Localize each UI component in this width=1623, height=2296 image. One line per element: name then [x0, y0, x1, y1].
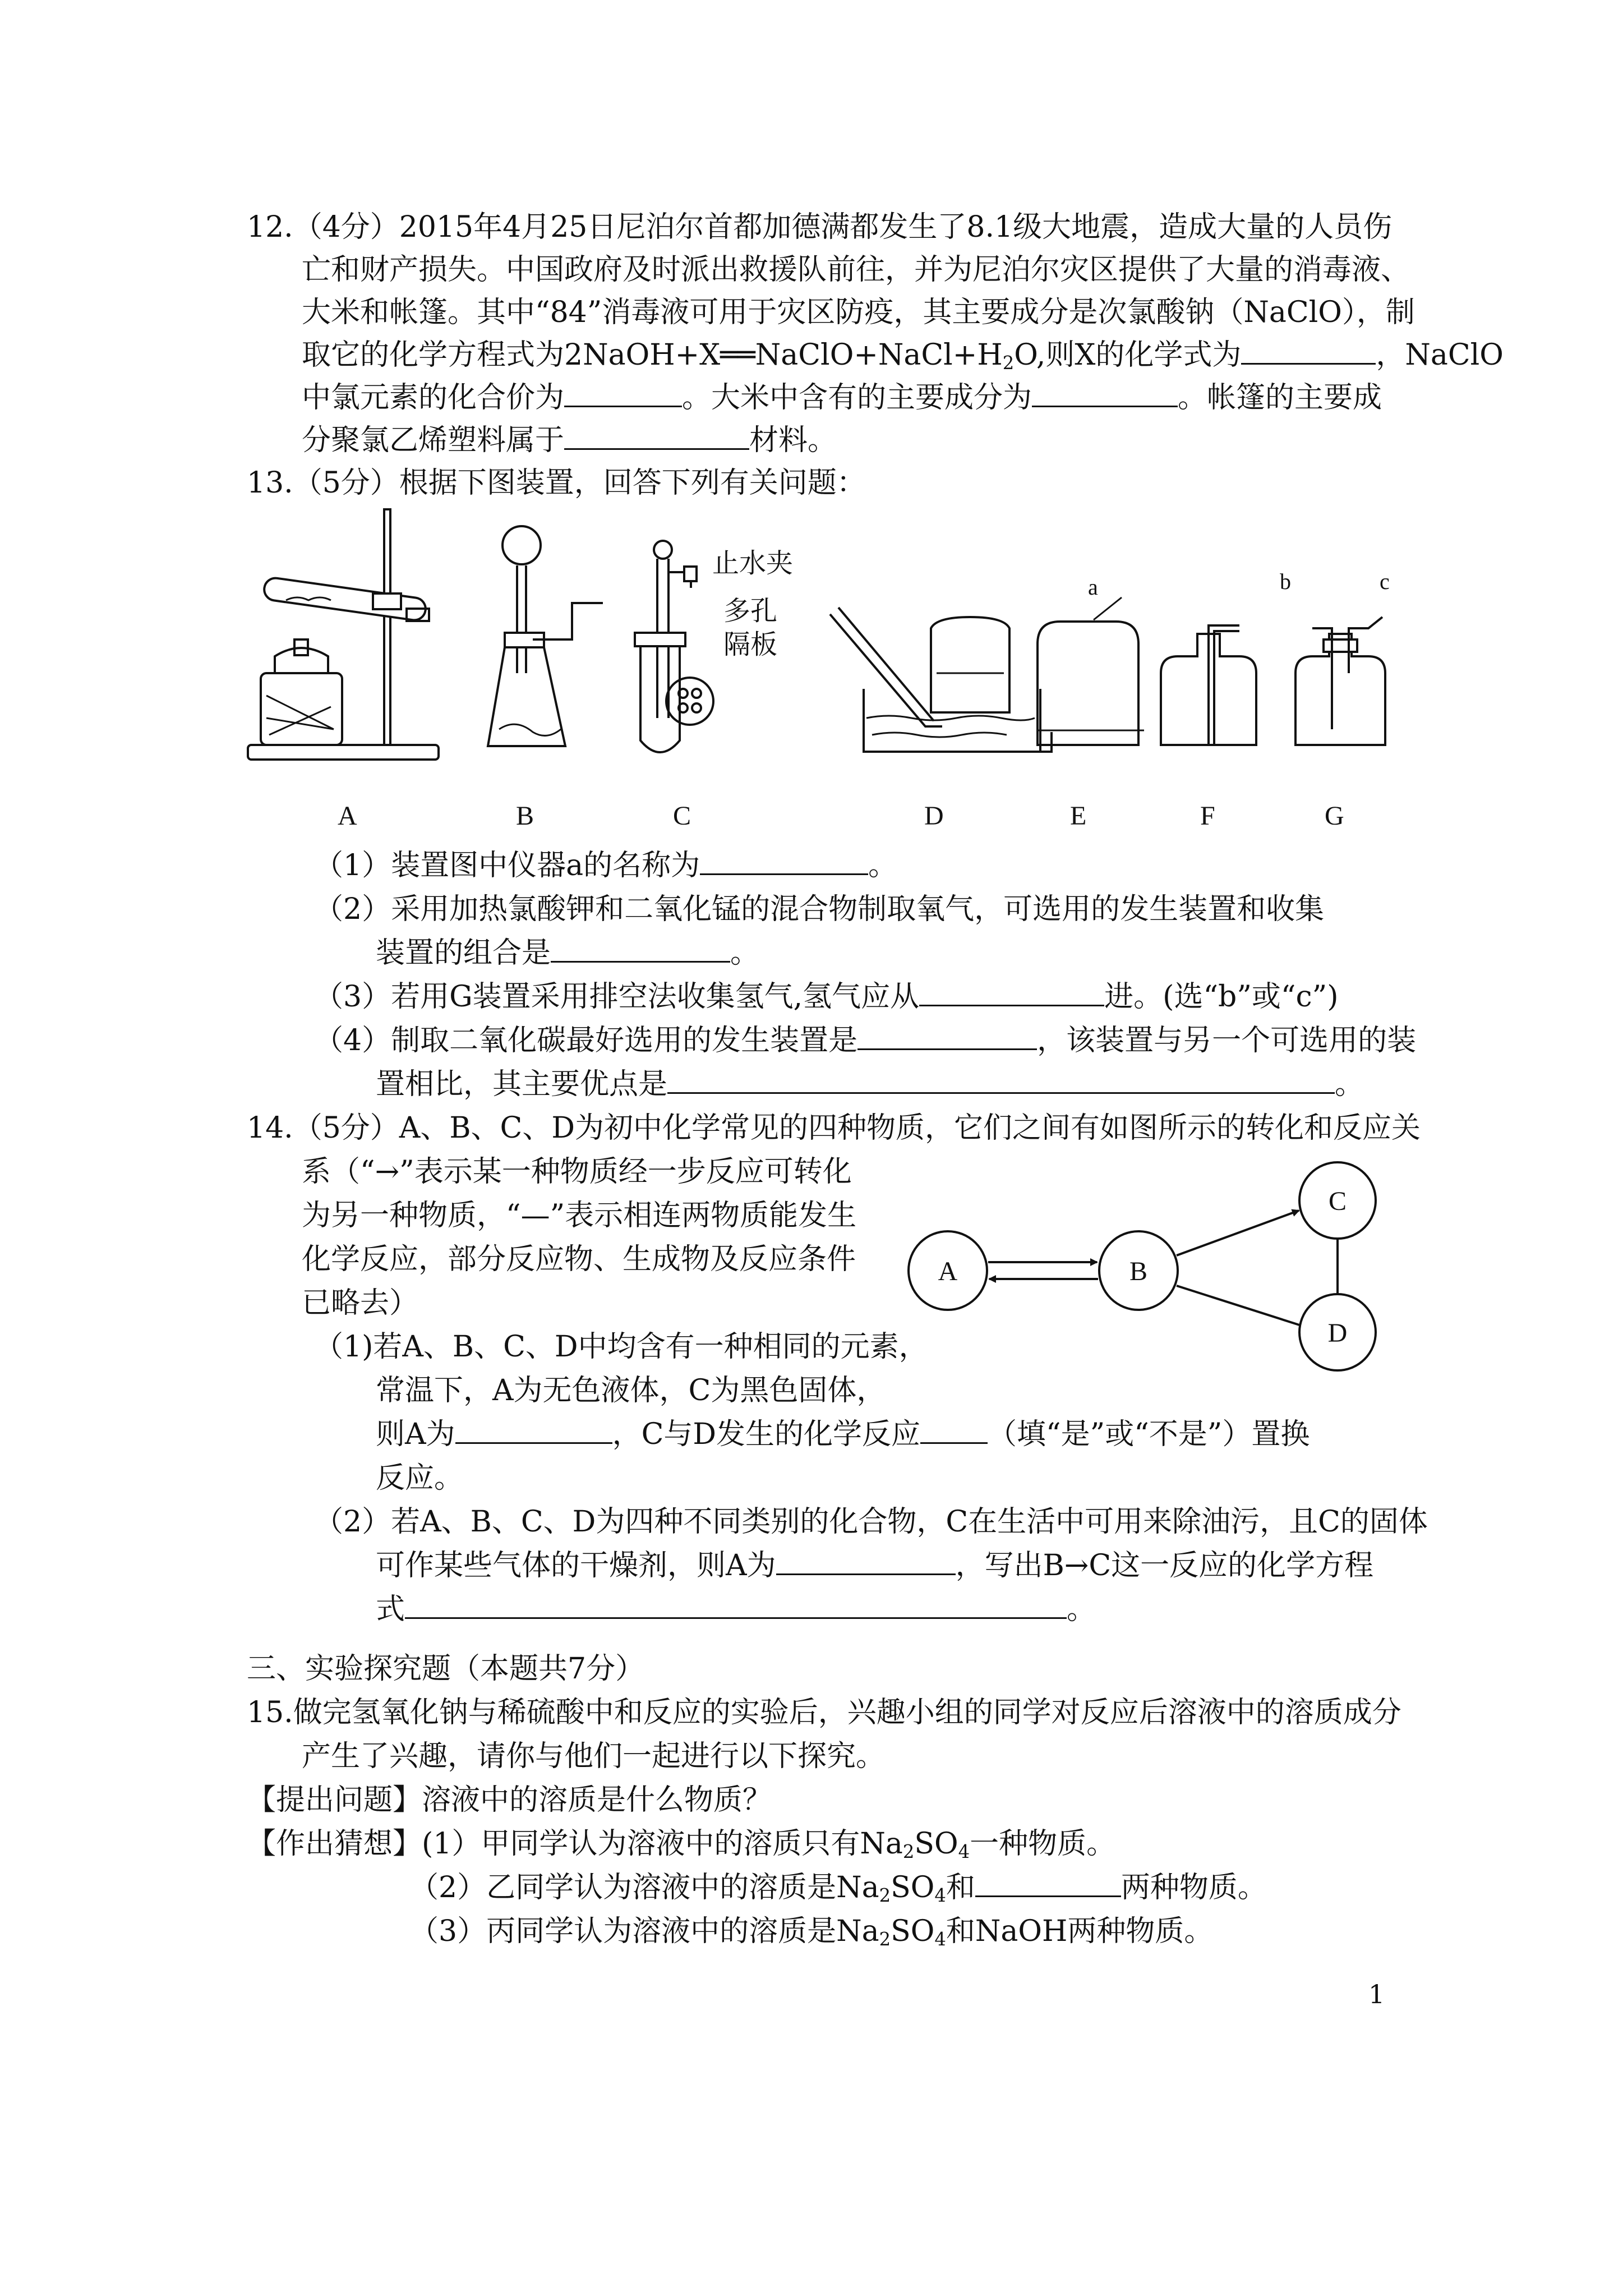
q15-guess-1: 【作出猜想】(1）甲同学认为溶液中的溶质只有$Na_2SO_4$一种物质。: [247, 1827, 1116, 1863]
q12-line-4: 取它的化学方程式为$2NaOH+X══NaClO+NaCl+H_2O$,则X的化学式为 ，NaClO: [302, 338, 1504, 374]
q13-part-3: （3）若用G装置采用排空法收集氢气,氢气应从 进。(选“b”或“c”): [314, 980, 1339, 1014]
q14-line-5: 已略去）: [302, 1286, 419, 1320]
line-b-d: [1177, 1286, 1299, 1325]
q15-ask: 【提出问题】溶液中的溶质是什么物质？: [247, 1783, 772, 1817]
q15-guess-2: （2）乙同学认为溶液中的溶质是$Na_2SO_4$和 两种物质。: [409, 1871, 1267, 1907]
answer-blank-material[interactable]: [564, 422, 749, 450]
q13-part-4-line-2: 置相比，其主要优点是 。: [376, 1068, 1364, 1101]
q13-title: 13.（5分）根据下图装置，回答下列有关问题：: [247, 466, 866, 500]
answer-blank-formula-x[interactable]: [1241, 337, 1376, 365]
device-label: E: [1070, 801, 1087, 831]
q12-line-1: 12.（4分）2015年4月25日尼泊尔首都加德满都发生了8.1级大地震，造成大量的人员伤: [247, 210, 1393, 244]
q14-sub-1-line-1: （1)若A、B、C、D中均含有一种相同的元素，: [314, 1330, 928, 1364]
device-label: C: [673, 801, 691, 831]
q14-line-4: 化学反应，部分反应物、生成物及反应条件: [302, 1243, 856, 1276]
device-labels: [338, 801, 1344, 831]
device-b-conical-flask: [488, 526, 603, 746]
q15-guess-3: （3）丙同学认为溶液中的溶质是$Na_2SO_4$和NaOH两种物质。: [409, 1915, 1214, 1950]
q12-line-3: 大米和帐篷。其中“84”消毒液可用于灾区防疫，其主要成分是次氯酸钠（NaClO），制: [302, 296, 1415, 329]
label-c: c: [1380, 569, 1390, 594]
device-g-two-port-bottle: [1295, 617, 1385, 745]
q13-part-1: （1）装置图中仪器a的名称为 。: [314, 849, 898, 882]
device-label: B: [516, 801, 534, 831]
label-b: b: [1280, 569, 1291, 594]
node-b-label: B: [1129, 1257, 1148, 1286]
q14-sub-2-line-1: （2）若A、B、C、D为四种不同类别的化合物，C在生活中可用来除油污，且C的固体: [314, 1505, 1428, 1539]
section-3-heading: 三、实验探究题（本题共7分）: [247, 1652, 645, 1686]
node-c-label: C: [1328, 1186, 1347, 1216]
device-label: F: [1200, 801, 1215, 831]
q14-line-1: 14.（5分）A、B、C、D为初中化学常见的四种物质，它们之间有如图所示的转化和反应关: [247, 1111, 1421, 1145]
answer-blank-displacement[interactable]: [920, 1416, 988, 1444]
answer-blank-a-compound[interactable]: [776, 1548, 956, 1575]
label-porous-1: 多孔: [723, 596, 778, 626]
answer-blank-inlet[interactable]: [919, 979, 1104, 1006]
answer-blank-a-substance[interactable]: [455, 1416, 612, 1444]
q14-line-2: 系（“→”表示某一种物质经一步反应可转化: [302, 1155, 852, 1189]
label-porous-2: 隔板: [723, 630, 778, 660]
q14-sub-1-line-2: 常温下，A为无色液体，C为黑色固体，: [376, 1374, 886, 1407]
q12-line-6: 分聚氯乙烯塑料属于 材料。: [302, 424, 837, 457]
label-stop-clamp: 止水夹: [712, 549, 794, 578]
apparatus-figure: [236, 505, 1413, 853]
device-label: G: [1325, 801, 1344, 831]
page-number: 1: [1368, 1979, 1385, 2009]
answer-blank-advantage[interactable]: [667, 1066, 1335, 1094]
node-a-label: A: [938, 1257, 958, 1286]
q13-part-2-line-1: （2）采用加热氯酸钾和二氧化锰的混合物制取氧气，可选用的发生装置和收集: [314, 892, 1325, 926]
answer-blank-second-solute[interactable]: [975, 1870, 1121, 1897]
q14-sub-2-line-3: 式 。: [376, 1593, 1096, 1626]
q14-line-3: 为另一种物质，“—”表示相连两物质能发生: [302, 1199, 857, 1232]
answer-blank-rice-component[interactable]: [1032, 380, 1178, 407]
answer-blank-valence[interactable]: [564, 380, 682, 407]
q15-line-1: 15.做完氢氧化钠与稀硫酸中和反应的实验后，兴趣小组的同学对反应后溶液中的溶质成分: [247, 1696, 1401, 1729]
answer-blank-device-combo[interactable]: [551, 935, 730, 963]
reaction-diagram: [892, 1144, 1396, 1386]
device-e-reservoir-bottle: [1029, 597, 1144, 752]
answer-blank-equation[interactable]: [405, 1591, 1067, 1619]
device-label: D: [924, 801, 944, 831]
q14-sub-1-line-4: 反应。: [376, 1461, 464, 1495]
q12-line-5: 中氯元素的化合价为 。大米中含有的主要成分为 。帐篷的主要成: [302, 381, 1382, 415]
device-a-heating-tube: [248, 509, 439, 760]
arrow-b-to-c: [1177, 1211, 1299, 1255]
q13-part-2-line-2: 装置的组合是 。: [376, 936, 760, 970]
answer-blank-co2-device[interactable]: [857, 1023, 1037, 1050]
device-f-gas-jar: [1161, 625, 1256, 745]
label-a: a: [1088, 574, 1098, 600]
q13-part-4-line-1: （4）制取二氧化碳最好选用的发生装置是 ，该装置与另一个可选用的装: [314, 1024, 1417, 1057]
q12-line-2: 亡和财产损失。中国政府及时派出救援队前往，并为尼泊尔灾区提供了大量的消毒液、: [302, 253, 1410, 287]
q14-sub-2-line-2: 可作某些气体的干燥剂，则A为 ，写出B→C这一反应的化学方程: [376, 1549, 1374, 1582]
node-d-label: D: [1327, 1318, 1348, 1348]
device-d-water-collection: [830, 608, 1040, 752]
answer-blank-instrument-a[interactable]: [700, 848, 868, 875]
device-label: A: [338, 801, 357, 831]
device-c-porous-separator-tube: [635, 541, 713, 752]
q14-sub-1-line-3: 则A为 ，C与D发生的化学反应 （填“是”或“不是”）置换: [376, 1418, 1310, 1451]
q15-line-2: 产生了兴趣，请你与他们一起进行以下探究。: [302, 1740, 886, 1773]
